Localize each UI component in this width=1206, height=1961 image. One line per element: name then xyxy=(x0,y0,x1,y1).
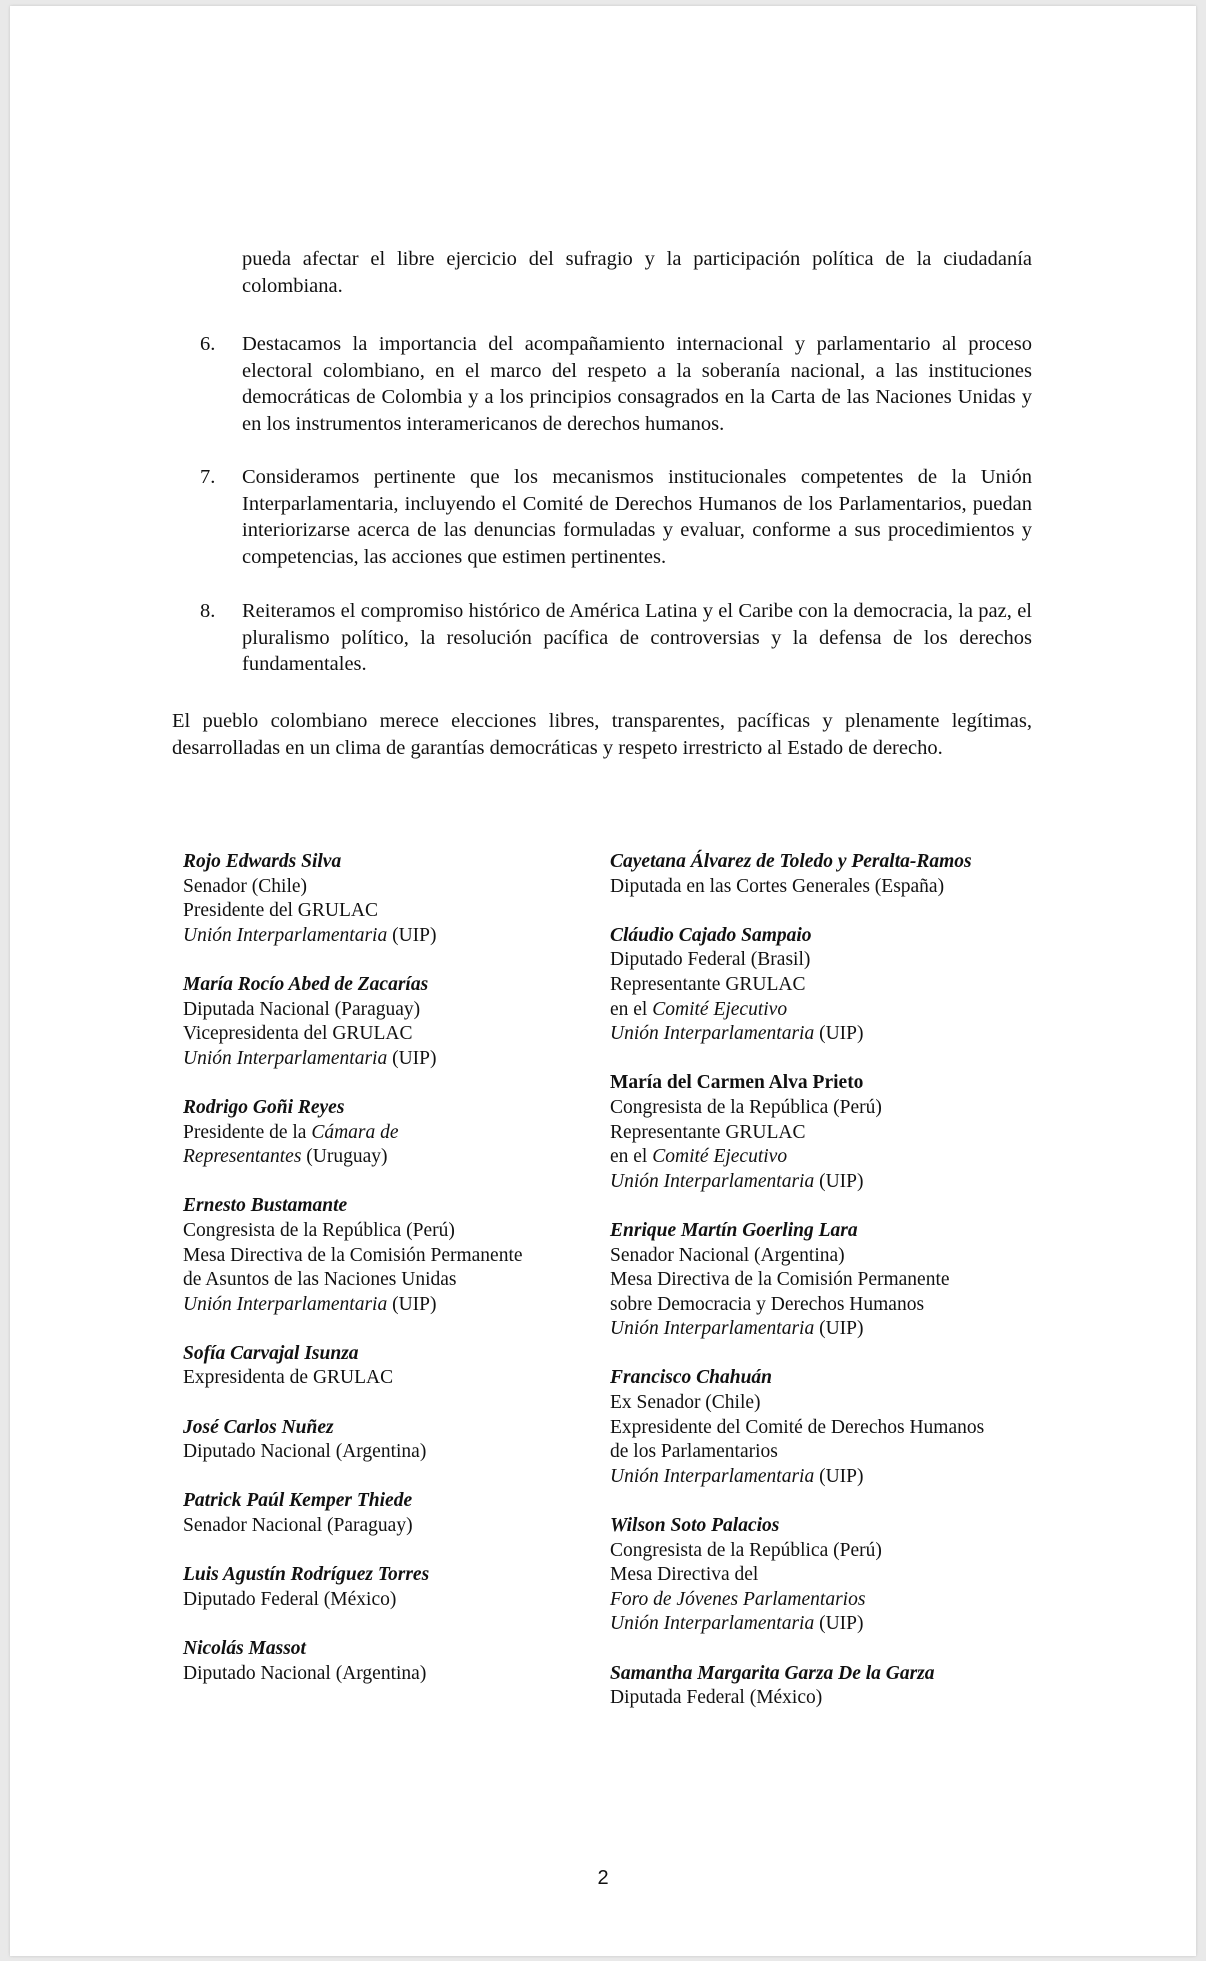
role-text: Diputado Nacional (Argentina) xyxy=(183,1441,427,1463)
signatory-role-line xyxy=(183,1219,623,1244)
signatory-role-line xyxy=(610,1317,1060,1342)
numbered-item-8 xyxy=(200,598,1032,678)
signatory-block xyxy=(183,1342,623,1391)
role-text: Senador Nacional (Argentina) xyxy=(610,1244,845,1266)
signatory-role-line xyxy=(183,1047,623,1072)
role-text: (UIP) xyxy=(387,1047,437,1069)
role-text: Cámara de xyxy=(311,1121,399,1143)
role-text: Presidente del GRULAC xyxy=(183,900,378,922)
role-text: Senador (Chile) xyxy=(183,875,308,897)
signatory-block xyxy=(183,1489,623,1538)
role-text: sobre Democracia y Derechos Humanos xyxy=(610,1293,925,1315)
signatory-role-line xyxy=(183,1293,623,1318)
role-text: Unión Interparlamentaria xyxy=(610,1318,815,1340)
signatory-role-line xyxy=(183,998,623,1023)
signatory-block xyxy=(610,1071,1060,1194)
signatory-role-line xyxy=(610,1170,1060,1195)
signatory-name: Patrick Paúl Kemper Thiede xyxy=(183,1490,413,1512)
signatory-role-line xyxy=(183,899,623,924)
signatory-role-line xyxy=(610,998,1060,1023)
role-text: de Asuntos de las Naciones Unidas xyxy=(183,1269,457,1291)
continuation-paragraph: pueda afectar el libre ejercicio del sufragio y la participación política de la ciudadanía colombiana. xyxy=(242,248,1032,297)
role-text: Expresidenta de GRULAC xyxy=(183,1367,394,1389)
signatory-role-line xyxy=(610,973,1060,998)
signatory-role-line xyxy=(610,1539,1060,1564)
signatory-name: Cayetana Álvarez de Toledo y Peralta-Ramos xyxy=(610,851,972,872)
signatory-role-line xyxy=(610,1121,1060,1146)
role-text: Unión Interparlamentaria xyxy=(610,1465,815,1487)
role-text: en el xyxy=(610,998,653,1020)
signatory-role-line xyxy=(183,1588,623,1613)
signatory-name: Enrique Martín Goerling Lara xyxy=(610,1219,858,1241)
signatory-block xyxy=(183,1096,623,1170)
signatory-role-line xyxy=(610,1416,1060,1441)
signatory-name: Luis Agustín Rodríguez Torres xyxy=(183,1564,430,1586)
signatory-block xyxy=(610,1514,1060,1637)
item-number: 8. xyxy=(200,600,216,622)
signatory-role-line xyxy=(183,1662,623,1687)
role-text: (UIP) xyxy=(814,1465,864,1487)
signatory-role-line xyxy=(610,1612,1060,1637)
signatory-role-line xyxy=(183,924,623,949)
signatory-role-line xyxy=(610,1145,1060,1170)
signatory-block xyxy=(183,1194,623,1317)
role-text: Congresista de la República (Perú) xyxy=(183,1219,455,1241)
role-text: (Uruguay) xyxy=(301,1146,388,1168)
role-text: Diputado Federal (México) xyxy=(183,1588,397,1610)
signatory-role-line xyxy=(610,1440,1060,1465)
signatory-name: Samantha Margarita Garza De la Garza xyxy=(610,1662,935,1684)
role-text: Congresista de la República (Perú) xyxy=(610,1096,882,1118)
role-text: Unión Interparlamentaria xyxy=(610,1023,815,1045)
role-text: Senador Nacional (Paraguay) xyxy=(183,1515,413,1537)
signatory-block xyxy=(183,973,623,1071)
signatory-role-line xyxy=(610,1244,1060,1269)
signatory-name: Francisco Chahuán xyxy=(610,1367,773,1389)
item-text: Destacamos la importancia del acompañamiento internacional y parlamentario al proceso electoral colombiano, en el marco del respeto a la soberanía nacional, a las instituciones democráticas de Colombia y a los principios consagrados en la Carta de las Naciones Unidas y en los instrumentos interamericanos de derechos humanos. xyxy=(242,333,1032,435)
role-text: Representantes xyxy=(183,1146,302,1168)
signatory-role-line xyxy=(610,1293,1060,1318)
signatory-name: Sofía Carvajal Isunza xyxy=(183,1342,359,1364)
signatory-role-line xyxy=(610,948,1060,973)
signatory-role-line xyxy=(610,1022,1060,1047)
signatory-role-line xyxy=(610,1588,1060,1613)
signatory-block xyxy=(610,850,1060,899)
role-text: Unión Interparlamentaria xyxy=(183,1047,388,1069)
role-text: (UIP) xyxy=(814,1023,864,1045)
signatory-block xyxy=(610,1662,1060,1711)
signatory-name: Rojo Edwards Silva xyxy=(183,851,342,872)
role-text: en el xyxy=(610,1146,653,1168)
closing-paragraph: El pueblo colombiano merece elecciones libres, transparentes, pacíficas y plenamente legítimas, desarrolladas en un clima de garantías democráticas y respeto irrestricto al Estado de derecho. xyxy=(172,710,1032,759)
signatory-role-line xyxy=(610,875,1060,900)
role-text: Comité Ejecutivo xyxy=(652,1146,788,1168)
signatory-role-line xyxy=(183,1514,623,1539)
signatory-role-line xyxy=(183,1121,623,1146)
role-text: Diputada Federal (México) xyxy=(610,1687,823,1709)
signatory-name: María del Carmen Alva Prieto xyxy=(610,1072,864,1094)
signatory-role-line xyxy=(183,1440,623,1465)
role-text: (UIP) xyxy=(814,1318,864,1340)
role-text: Representante GRULAC xyxy=(610,1121,806,1143)
role-text: Mesa Directiva de la Comisión Permanente xyxy=(183,1244,523,1266)
signatory-role-line xyxy=(183,1244,623,1269)
signatories-left-column xyxy=(183,850,623,1711)
numbered-item-6 xyxy=(200,331,1032,437)
signatory-role-line xyxy=(183,1366,623,1391)
role-text: (UIP) xyxy=(814,1170,864,1192)
signatory-role-line xyxy=(610,1563,1060,1588)
signatory-block xyxy=(183,1563,623,1612)
signatory-role-line xyxy=(610,1686,1060,1711)
signatory-block xyxy=(183,850,623,948)
role-text: Unión Interparlamentaria xyxy=(610,1170,815,1192)
page-number: 2 xyxy=(597,1867,609,1889)
role-text: Mesa Directiva del xyxy=(610,1564,759,1586)
item-number: 7. xyxy=(200,466,216,488)
numbered-item-7 xyxy=(200,464,1032,570)
role-text: Diputado Nacional (Argentina) xyxy=(183,1662,427,1684)
role-text: Representante GRULAC xyxy=(610,973,806,995)
role-text: Foro de Jóvenes Parlamentarios xyxy=(610,1588,866,1610)
role-text: Comité Ejecutivo xyxy=(652,998,788,1020)
role-text: Diputado Federal (Brasil) xyxy=(610,949,811,971)
item-number: 6. xyxy=(200,333,216,355)
signatory-role-line xyxy=(610,1268,1060,1293)
role-text: Presidente de la xyxy=(183,1121,312,1143)
signatory-block xyxy=(183,1637,623,1686)
item-text: Reiteramos el compromiso histórico de América Latina y el Caribe con la democracia, la paz, el pluralismo político, la resolución pacífica de controversias y la defensa de los derechos fundamentales. xyxy=(242,600,1032,675)
role-text: Diputada Nacional (Paraguay) xyxy=(183,998,421,1020)
signatory-block xyxy=(610,1219,1060,1342)
signatory-role-line xyxy=(610,1465,1060,1490)
role-text: Unión Interparlamentaria xyxy=(183,1293,388,1315)
signatory-role-line xyxy=(610,1391,1060,1416)
signatory-block xyxy=(183,1416,623,1465)
signatory-name: María Rocío Abed de Zacarías xyxy=(183,973,429,995)
signatory-role-line xyxy=(183,1268,623,1293)
role-text: (UIP) xyxy=(814,1613,864,1635)
role-text: Expresidente del Comité de Derechos Humanos xyxy=(610,1416,985,1438)
role-text: Congresista de la República (Perú) xyxy=(610,1539,882,1561)
signatory-role-line xyxy=(610,1096,1060,1121)
signatory-name: Cláudio Cajado Sampaio xyxy=(610,924,812,946)
role-text: Unión Interparlamentaria xyxy=(183,924,388,946)
signatory-name: José Carlos Nuñez xyxy=(183,1416,334,1438)
signatory-block xyxy=(610,924,1060,1047)
signatory-role-line xyxy=(183,1145,623,1170)
role-text: (UIP) xyxy=(387,924,437,946)
signatories-right-column xyxy=(610,850,1060,1735)
role-text: Vicepresidenta del GRULAC xyxy=(183,1023,413,1045)
role-text: Mesa Directiva de la Comisión Permanente xyxy=(610,1269,950,1291)
role-text: Unión Interparlamentaria xyxy=(610,1613,815,1635)
signatory-name: Nicolás Massot xyxy=(183,1638,306,1659)
signatory-name: Rodrigo Goñi Reyes xyxy=(183,1096,345,1118)
role-text: de los Parlamentarios xyxy=(610,1441,778,1463)
role-text: (UIP) xyxy=(387,1293,437,1315)
item-text: Consideramos pertinente que los mecanismos institucionales competentes de la Unión Interparlamentaria, incluyendo el Comité de Derechos Humanos de los Parlamentarios, puedan interiorizarse acerca de las denuncias formuladas y evaluar, conforme a sus procedimientos y competencias, las acciones que estimen pertinentes. xyxy=(242,466,1032,568)
signatory-name: Ernesto Bustamante xyxy=(183,1195,348,1217)
signatory-block xyxy=(610,1366,1060,1489)
signatory-role-line xyxy=(183,1022,623,1047)
role-text: Ex Senador (Chile) xyxy=(610,1392,761,1414)
signatory-role-line xyxy=(183,875,623,900)
signatory-name: Wilson Soto Palacios xyxy=(610,1515,780,1537)
role-text: Diputada en las Cortes Generales (España) xyxy=(610,875,945,897)
